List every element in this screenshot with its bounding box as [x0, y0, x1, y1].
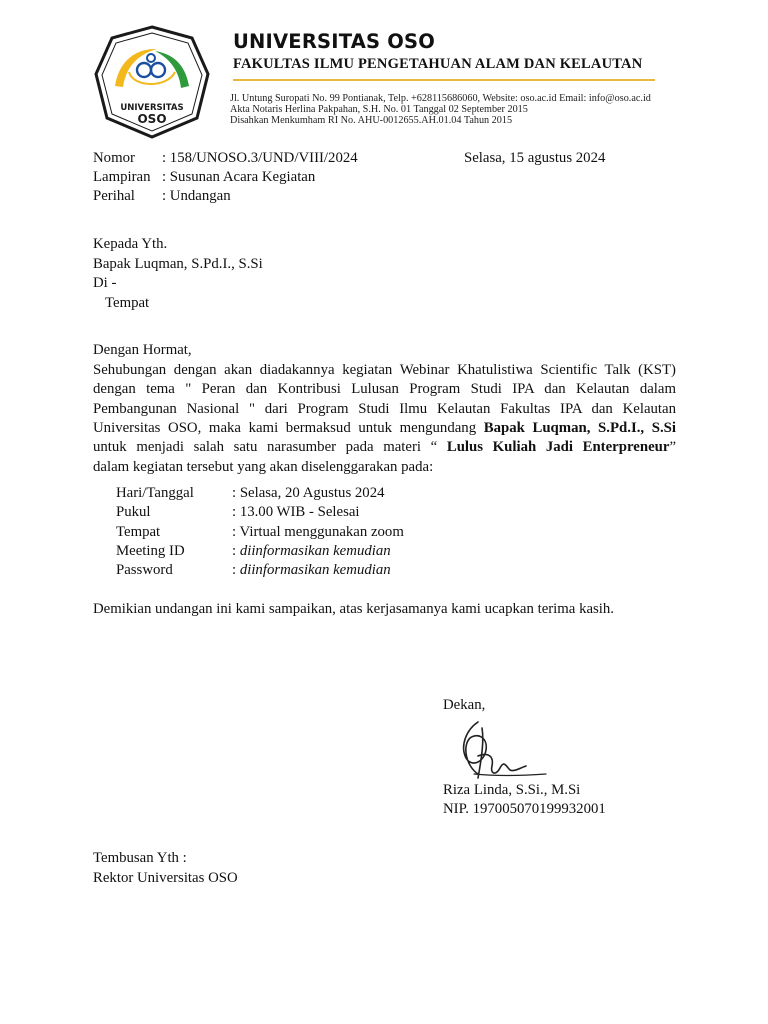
- logo-text-top: UNIVERSITAS: [120, 103, 184, 113]
- detail-label: Pukul: [116, 504, 151, 520]
- detail-value-text: diinformasikan kemudian: [239, 543, 391, 559]
- signatory-name: Riza Linda, S.Si., M.Si: [443, 782, 581, 798]
- signatory-nip: NIP. 197005070199932001: [443, 801, 606, 817]
- recipient-line-4: Tempat: [105, 295, 150, 311]
- university-logo: [93, 24, 211, 140]
- invitee-name-bold: Bapak Luqman, S.Pd.I., S.Si: [483, 420, 676, 436]
- body-line-1: Sehubungan dengan akan diadakannya kegiatan Webinar Khatulistiwa Scientific Talk (KST): [93, 362, 676, 378]
- letterhead: [93, 24, 658, 140]
- body-line-4: [93, 421, 676, 436]
- perihal-label: Perihal: [93, 188, 135, 204]
- recipient-line-3: Di -: [93, 275, 117, 291]
- lampiran-label: Lampiran: [93, 169, 151, 185]
- perihal-value: : Undangan: [162, 188, 231, 204]
- detail-colon: :: [232, 543, 240, 559]
- detail-colon: :: [232, 485, 240, 501]
- detail-value: [232, 544, 391, 559]
- address-line-2: Akta Notaris Herlina Pakpahan, S.H. No. 01 Tanggal 02 September 2015: [230, 104, 528, 115]
- detail-colon: :: [232, 524, 240, 540]
- body-line-4-text: Universitas OSO, maka kami bermaksud untuk mengundang: [93, 420, 477, 436]
- body-line-5: [93, 440, 676, 455]
- detail-label: Tempat: [116, 524, 161, 540]
- cc-recipient: Rektor Universitas OSO: [93, 870, 238, 886]
- faculty-name: FAKULTAS ILMU PENGETAHUAN ALAM DAN KELAUTAN: [233, 56, 643, 72]
- detail-value-text: Selasa, 20 Agustus 2024: [239, 485, 385, 501]
- signatory-title: Dekan,: [443, 697, 486, 713]
- address-line-1: Jl. Untung Suropati No. 99 Pontianak, Telp. +628115686060, Website: oso.ac.id Email: info@oso.ac.id: [230, 93, 651, 104]
- letterhead-rule: [233, 79, 655, 81]
- detail-value: [232, 525, 404, 540]
- greeting: Dengan Hormat,: [93, 342, 192, 358]
- detail-value: [232, 563, 391, 578]
- body-line-6: dalam kegiatan tersebut yang akan diselenggarakan pada:: [93, 459, 434, 475]
- lampiran-value: : Susunan Acara Kegiatan: [162, 169, 316, 185]
- body-line-5-suffix: ”: [669, 439, 677, 455]
- cc-heading: Tembusan Yth :: [93, 850, 187, 866]
- letter-date: Selasa, 15 agustus 2024: [464, 150, 606, 166]
- detail-value: [232, 486, 385, 501]
- detail-colon: :: [232, 504, 240, 520]
- nomor-label: Nomor: [93, 150, 135, 166]
- address-line-3: Disahkan Menkumham RI No. AHU-0012655.AH.01.04 Tahun 2015: [230, 115, 513, 126]
- topic-title-bold: Lulus Kuliah Jadi Enterpreneur: [446, 439, 670, 455]
- detail-value-text: Virtual menggunakan zoom: [239, 524, 404, 540]
- recipient-line-1: Kepada Yth.: [93, 236, 168, 252]
- body-line-2: dengan tema " Peran dan Kontribusi Lulusan Program Studi IPA dan Kelautan dalam: [93, 381, 676, 397]
- detail-value: [232, 505, 360, 520]
- handwritten-signature: [448, 716, 548, 782]
- detail-label: Hari/Tanggal: [116, 485, 194, 501]
- body-line-5-text: untuk menjadi salah satu narasumber pada materi “: [93, 439, 438, 455]
- detail-label: Password: [116, 562, 173, 578]
- detail-value-text: 13.00 WIB - Selesai: [239, 504, 360, 520]
- detail-value-text: diinformasikan kemudian: [239, 562, 391, 578]
- nomor-value: : 158/UNOSO.3/UND/VIII/2024: [162, 150, 358, 166]
- recipient-name: Bapak Luqman, S.Pd.I., S.Si: [93, 256, 263, 272]
- detail-label: Meeting ID: [116, 543, 185, 559]
- university-name: UNIVERSITAS OSO: [233, 30, 436, 53]
- logo-text-bottom: OSO: [137, 112, 167, 126]
- body-line-3: Pembangunan Nasional " dari Program Studi Ilmu Kelautan Fakultas IPA dan Kelautan: [93, 401, 676, 417]
- closing-text: Demikian undangan ini kami sampaikan, atas kerjasamanya kami ucapkan terima kasih.: [93, 601, 615, 617]
- detail-colon: :: [232, 562, 240, 578]
